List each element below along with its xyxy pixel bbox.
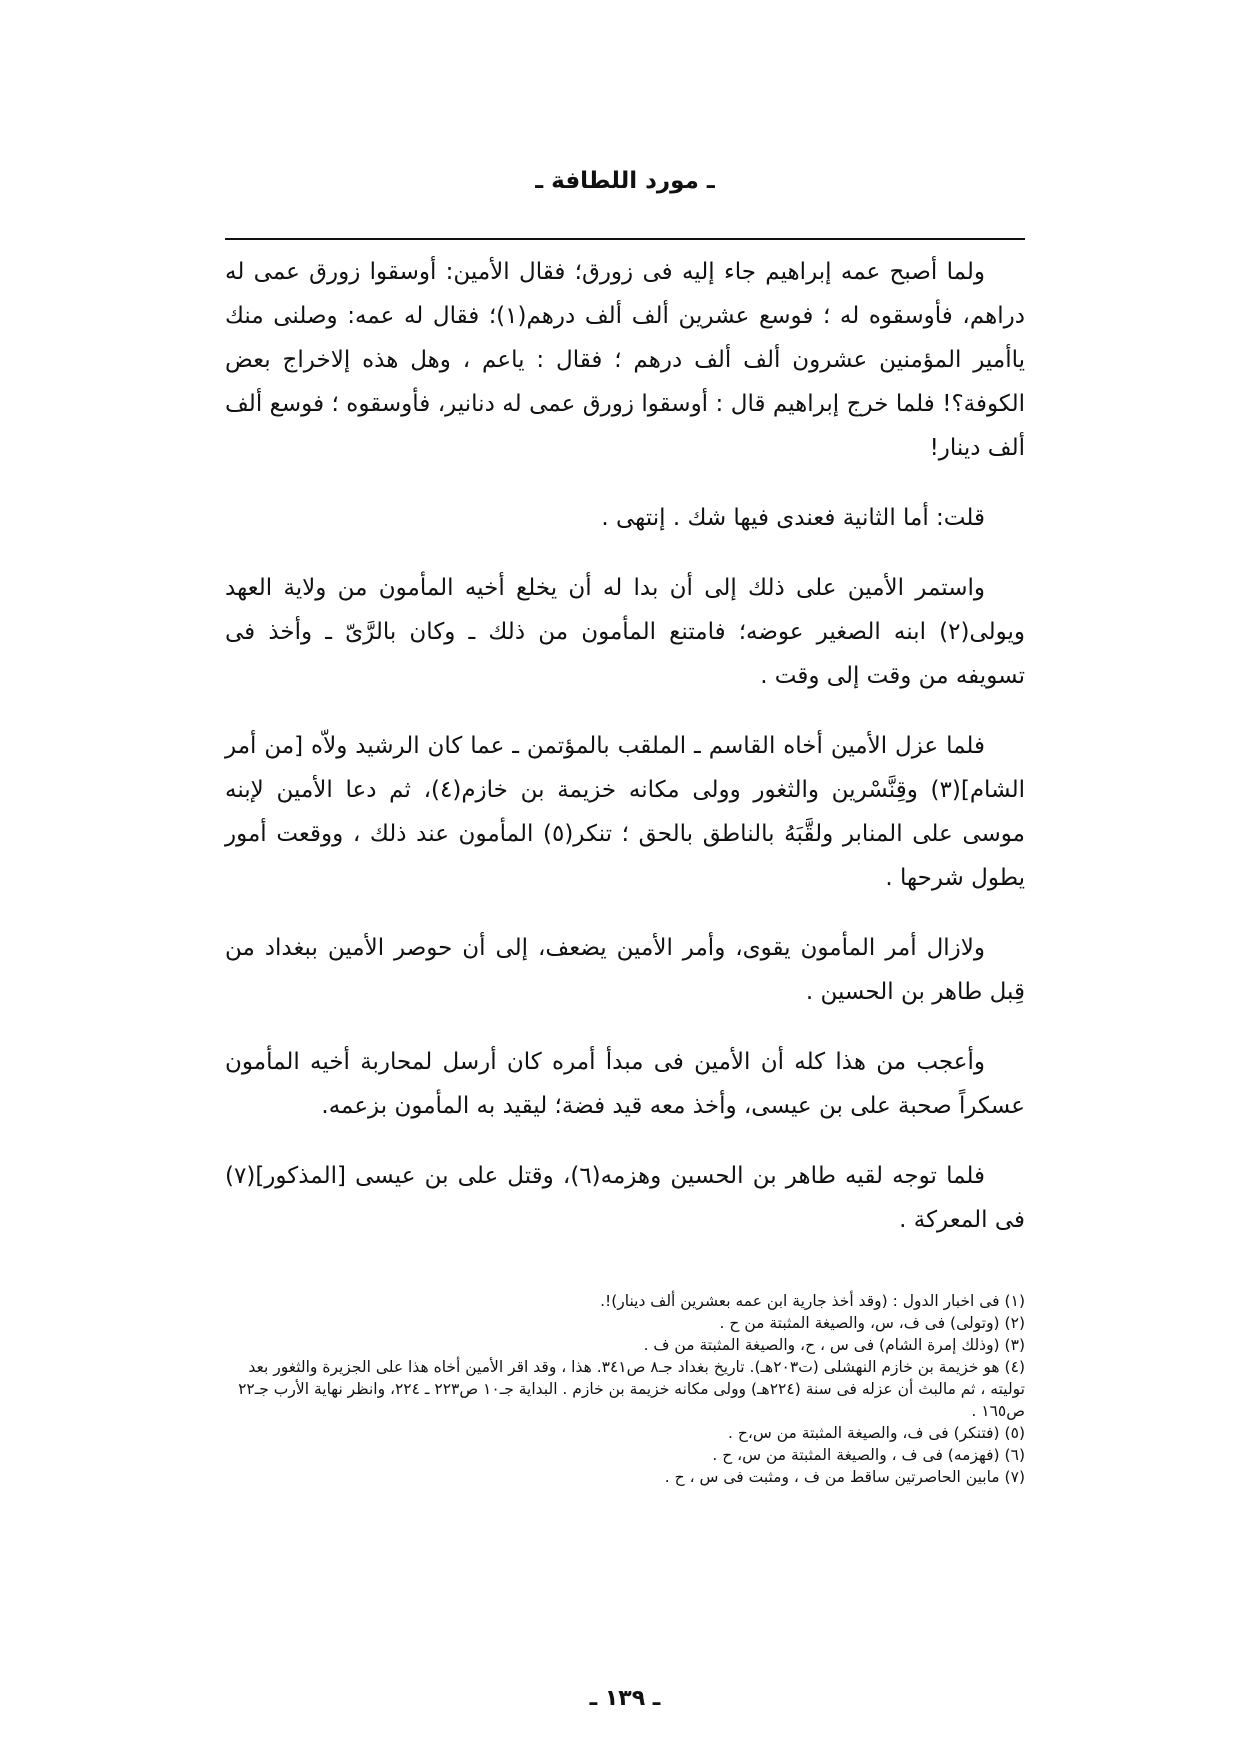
footnote-text: (فتنكر) فى ف، والصيغة المثبتة من س،ح .: [728, 1424, 1000, 1442]
paragraph: ولما أصبح عمه إبراهيم جاء إليه فى زورق؛ فقال الأمين: أوسقوا زورق عمى له دراهم، فأوسقوه له ؛ فوسع عشرين ألف ألف درهم(١)؛ فقال له عمه: وصلنى منك ياأمير المؤمنين عشرون ألف ألف درهم ؛ فقال : ياعم ، وهل هذه إلاخراج بعض الكوفة؟! فلما خرج إبراهيم قال : أوسقوا زورق عمى له دنانير، فأوسقوه ؛ فوسع ألف ألف دينار!: [225, 259, 1025, 461]
page-number: ـ ١٣٩ ـ: [589, 1686, 661, 1711]
footnote: [215, 1312, 1025, 1334]
footnote: [215, 1356, 1025, 1422]
footnote: [215, 1466, 1025, 1488]
footnote-number: (٢): [1004, 1314, 1025, 1332]
footnote-number: (٧): [1004, 1468, 1025, 1486]
footnote-text: (فهزمه) فى ف ، والصيغة المثبتة من س، ح .: [712, 1446, 1000, 1464]
footnote-number: (٥): [1004, 1424, 1025, 1442]
paragraph: فلما توجه لقيه طاهر بن الحسين وهزمه(٦)، وقتل على بن عيسى [المذكور](٧) فى المعركة .: [225, 1163, 1025, 1233]
footnote-text: (وتولى) فى ف، س، والصيغة المثبتة من ح .: [719, 1314, 1000, 1332]
footnote: [215, 1444, 1025, 1466]
paragraph: وأعجب من هذا كله أن الأمين فى مبدأ أمره كان أرسل لمحاربة أخيه المأمون عسكراً صحبة على بن عيسى، وأخذ معه قيد فضة؛ ليقيد به المأمون بزعمه.: [225, 1049, 1025, 1119]
footnote: [215, 1422, 1025, 1444]
footnote-number: (٦): [1004, 1446, 1025, 1464]
footnote-number: (١): [1004, 1292, 1025, 1310]
paragraph: قلت: أما الثانية فعندى فيها شك . إنتهى .: [601, 505, 985, 531]
footnote-number: (٤): [1004, 1358, 1025, 1376]
paragraph: ولازال أمر المأمون يقوى، وأمر الأمين يضعف، إلى أن حوصر الأمين ببغداد من قِبل طاهر بن الحسين .: [225, 935, 1025, 1005]
footnote-text: مابين الحاصرتين ساقط من ف ، ومثبت فى س ، ح .: [664, 1468, 1000, 1486]
footnote-text: هو خزيمة بن خازم النهشلى (ت٢٠٣هـ). تاريخ بغداد جـ٨ ص٣٤١. هذا ، وقد اقر الأمين أخاه هذا على الجزيرة والثغور بعد توليته ، ثم مالبث أن عزله فى سنة (٢٢٤هـ) وولى مكانه خزيمة بن خازم . البداية جـ١٠ ص٢٢٣ ـ ٢٢٤، وانظر نهاية الأرب جـ٢٢ ص١٦٥ .: [238, 1358, 1025, 1420]
running-head: ـ مورد اللطافة ـ: [535, 168, 715, 194]
footnotes: [215, 1290, 1025, 1488]
footnote-number: (٣): [1004, 1336, 1025, 1354]
footnote: [215, 1334, 1025, 1356]
footnote-text: فى اخبار الدول : (وقد أخذ جارية ابن عمه بعشرين ألف دينار)!.: [600, 1292, 1000, 1310]
body-text: [225, 250, 1025, 1242]
paragraph: فلما عزل الأمين أخاه القاسم ـ الملقب بالمؤتمن ـ عما كان الرشيد ولاّه [من أمر الشام](٣) وقِنَّسْرين والثغور وولى مكانه خزيمة بن خازم(٤)، ثم دعا الأمين لإبنه موسى على المنابر ولقَّبَهُ بالناطق بالحق ؛ تنكر(٥) المأمون عند ذلك ، ووقعت أمور يطول شرحها .: [225, 733, 1026, 891]
footnote-text: (وذلك إمرة الشام) فى س ، ح، والصيغة المثبتة من ف .: [643, 1336, 1000, 1354]
paragraph: واستمر الأمين على ذلك إلى أن بدا له أن يخلع أخيه المأمون من ولاية العهد ويولى(٢) ابنه الصغير عوضه؛ فامتنع المأمون من ذلك ـ وكان بالرَّىّ ـ وأخذ فى تسويفه من وقت إلى وقت .: [225, 575, 1025, 689]
footnote: [215, 1290, 1025, 1312]
header-rule: [225, 238, 1025, 240]
